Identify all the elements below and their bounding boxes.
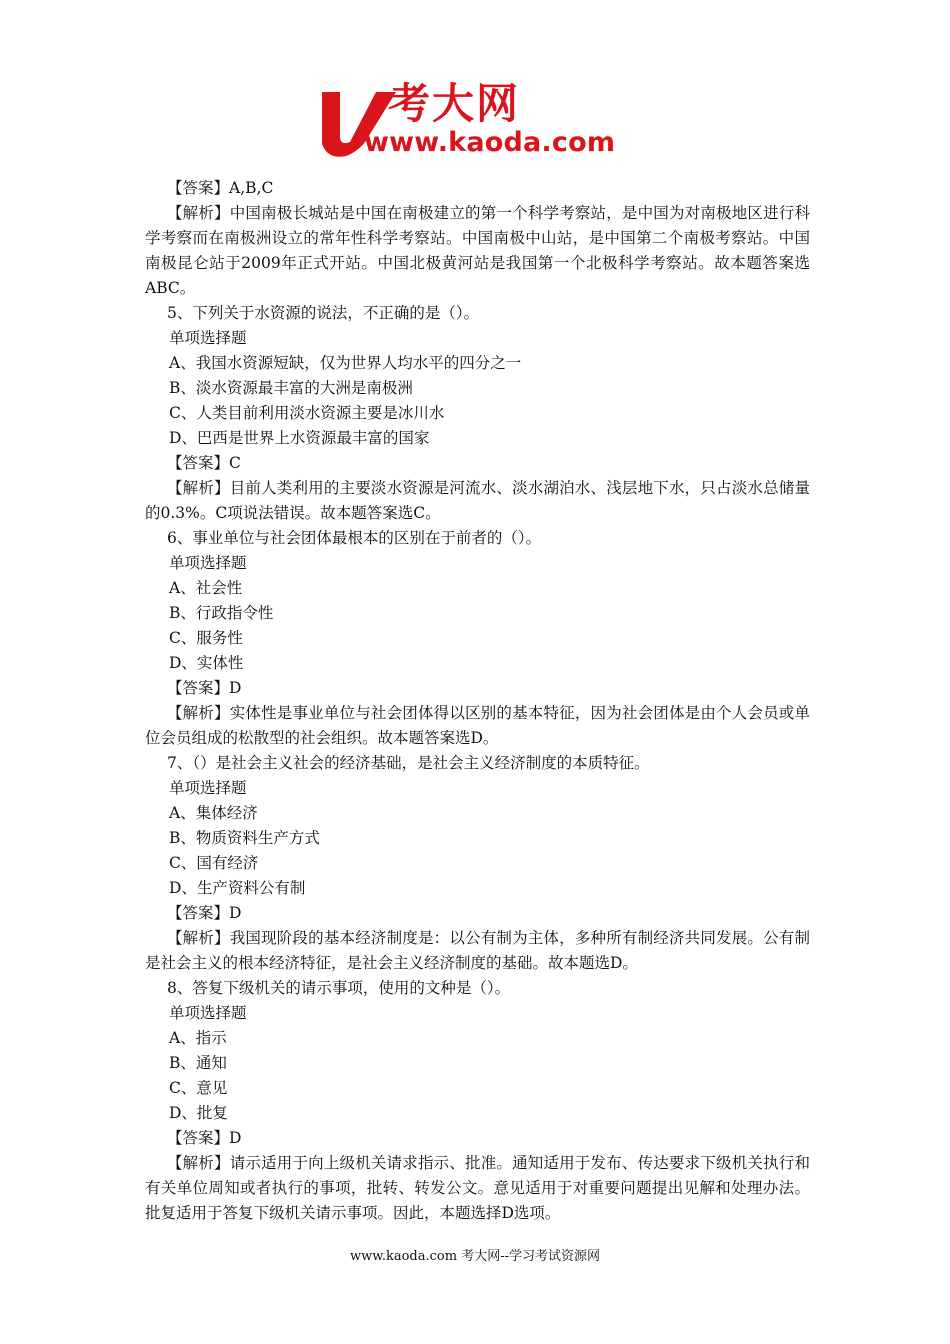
- option-line: 单项选择题: [169, 554, 247, 572]
- option-line: A、指示: [169, 1029, 227, 1047]
- option-line: D、巴西是世界上水资源最丰富的国家: [169, 429, 430, 447]
- page-footer: www.kaoda.com 考大网--学习考试资源网: [350, 1249, 600, 1264]
- explanation-paragraph: 【解析】实体性是事业单位与社会团体得以区别的基本特征，因为社会团体是由个人会员或单位会员组成的松散型的社会组织。故本题答案选D。: [145, 704, 810, 747]
- explanation-paragraph: 【解析】目前人类利用的主要淡水资源是河流水、淡水湖泊水、浅层地下水，只占淡水总储量的0.3%。C项说法错误。故本题答案选C。: [145, 479, 810, 522]
- option-line: A、我国水资源短缺，仅为世界人均水平的四分之一: [169, 354, 522, 372]
- option-line: B、淡水资源最丰富的大洲是南极洲: [169, 379, 413, 397]
- logo-chinese-text: 考大网: [388, 79, 521, 128]
- option-line: B、通知: [169, 1054, 227, 1072]
- option-line: B、行政指令性: [169, 604, 274, 622]
- question-stem: 7、（）是社会主义社会的经济基础，是社会主义经济制度的本质特征。: [167, 754, 650, 772]
- option-line: 单项选择题: [169, 329, 247, 347]
- question-stem: 8、答复下级机关的请示事项，使用的文种是（）。: [167, 979, 511, 997]
- answer-line: 【答案】D: [167, 679, 242, 697]
- explanation-paragraph: 【解析】我国现阶段的基本经济制度是：以公有制为主体，多种所有制经济共同发展。公有制是社会主义的根本经济特征，是社会主义经济制度的基础。故本题选D。: [145, 929, 810, 972]
- question-stem: 5、下列关于水资源的说法，不正确的是（）。: [167, 304, 480, 322]
- option-line: B、物质资料生产方式: [169, 829, 320, 847]
- answer-line: 【答案】D: [167, 904, 242, 922]
- option-line: C、意见: [169, 1079, 228, 1097]
- option-line: A、集体经济: [169, 804, 258, 822]
- option-line: C、国有经济: [169, 854, 259, 872]
- answer-line: 【答案】A,B,C: [167, 179, 274, 197]
- option-line: C、人类目前利用淡水资源主要是冰川水: [169, 404, 445, 422]
- option-line: D、生产资料公有制: [169, 879, 306, 897]
- option-line: D、实体性: [169, 654, 244, 672]
- question-content: [145, 176, 810, 1226]
- answer-line: 【答案】D: [167, 1129, 242, 1147]
- option-line: C、服务性: [169, 629, 243, 647]
- logo-url-text: www.kaoda.com: [364, 127, 616, 158]
- explanation-paragraph: 【解析】请示适用于向上级机关请求指示、批准。通知适用于发布、传达要求下级机关执行和有关单位周知或者执行的事项，批转、转发公文。意见适用于对重要问题提出见解和处理办法。批复适用于答复下级机关请示事项。因此，本题选择D选项。: [145, 1154, 810, 1222]
- option-line: A、社会性: [169, 579, 243, 597]
- option-line: D、批复: [169, 1104, 228, 1122]
- answer-line: 【答案】C: [167, 454, 241, 472]
- option-line: 单项选择题: [169, 1004, 247, 1022]
- site-logo[interactable]: [318, 80, 648, 162]
- option-line: 单项选择题: [169, 779, 247, 797]
- question-stem: 6、事业单位与社会团体最根本的区别在于前者的（）。: [167, 529, 542, 547]
- explanation-paragraph: 【解析】中国南极长城站是中国在南极建立的第一个科学考察站，是中国为对南极地区进行科学考察而在南极洲设立的常年性科学考察站。中国南极中山站，是中国第二个南极考察站。中国南极昆仑站于2009年正式开站。中国北极黄河站是我国第一个北极科学考察站。故本题答案选ABC。: [145, 204, 810, 297]
